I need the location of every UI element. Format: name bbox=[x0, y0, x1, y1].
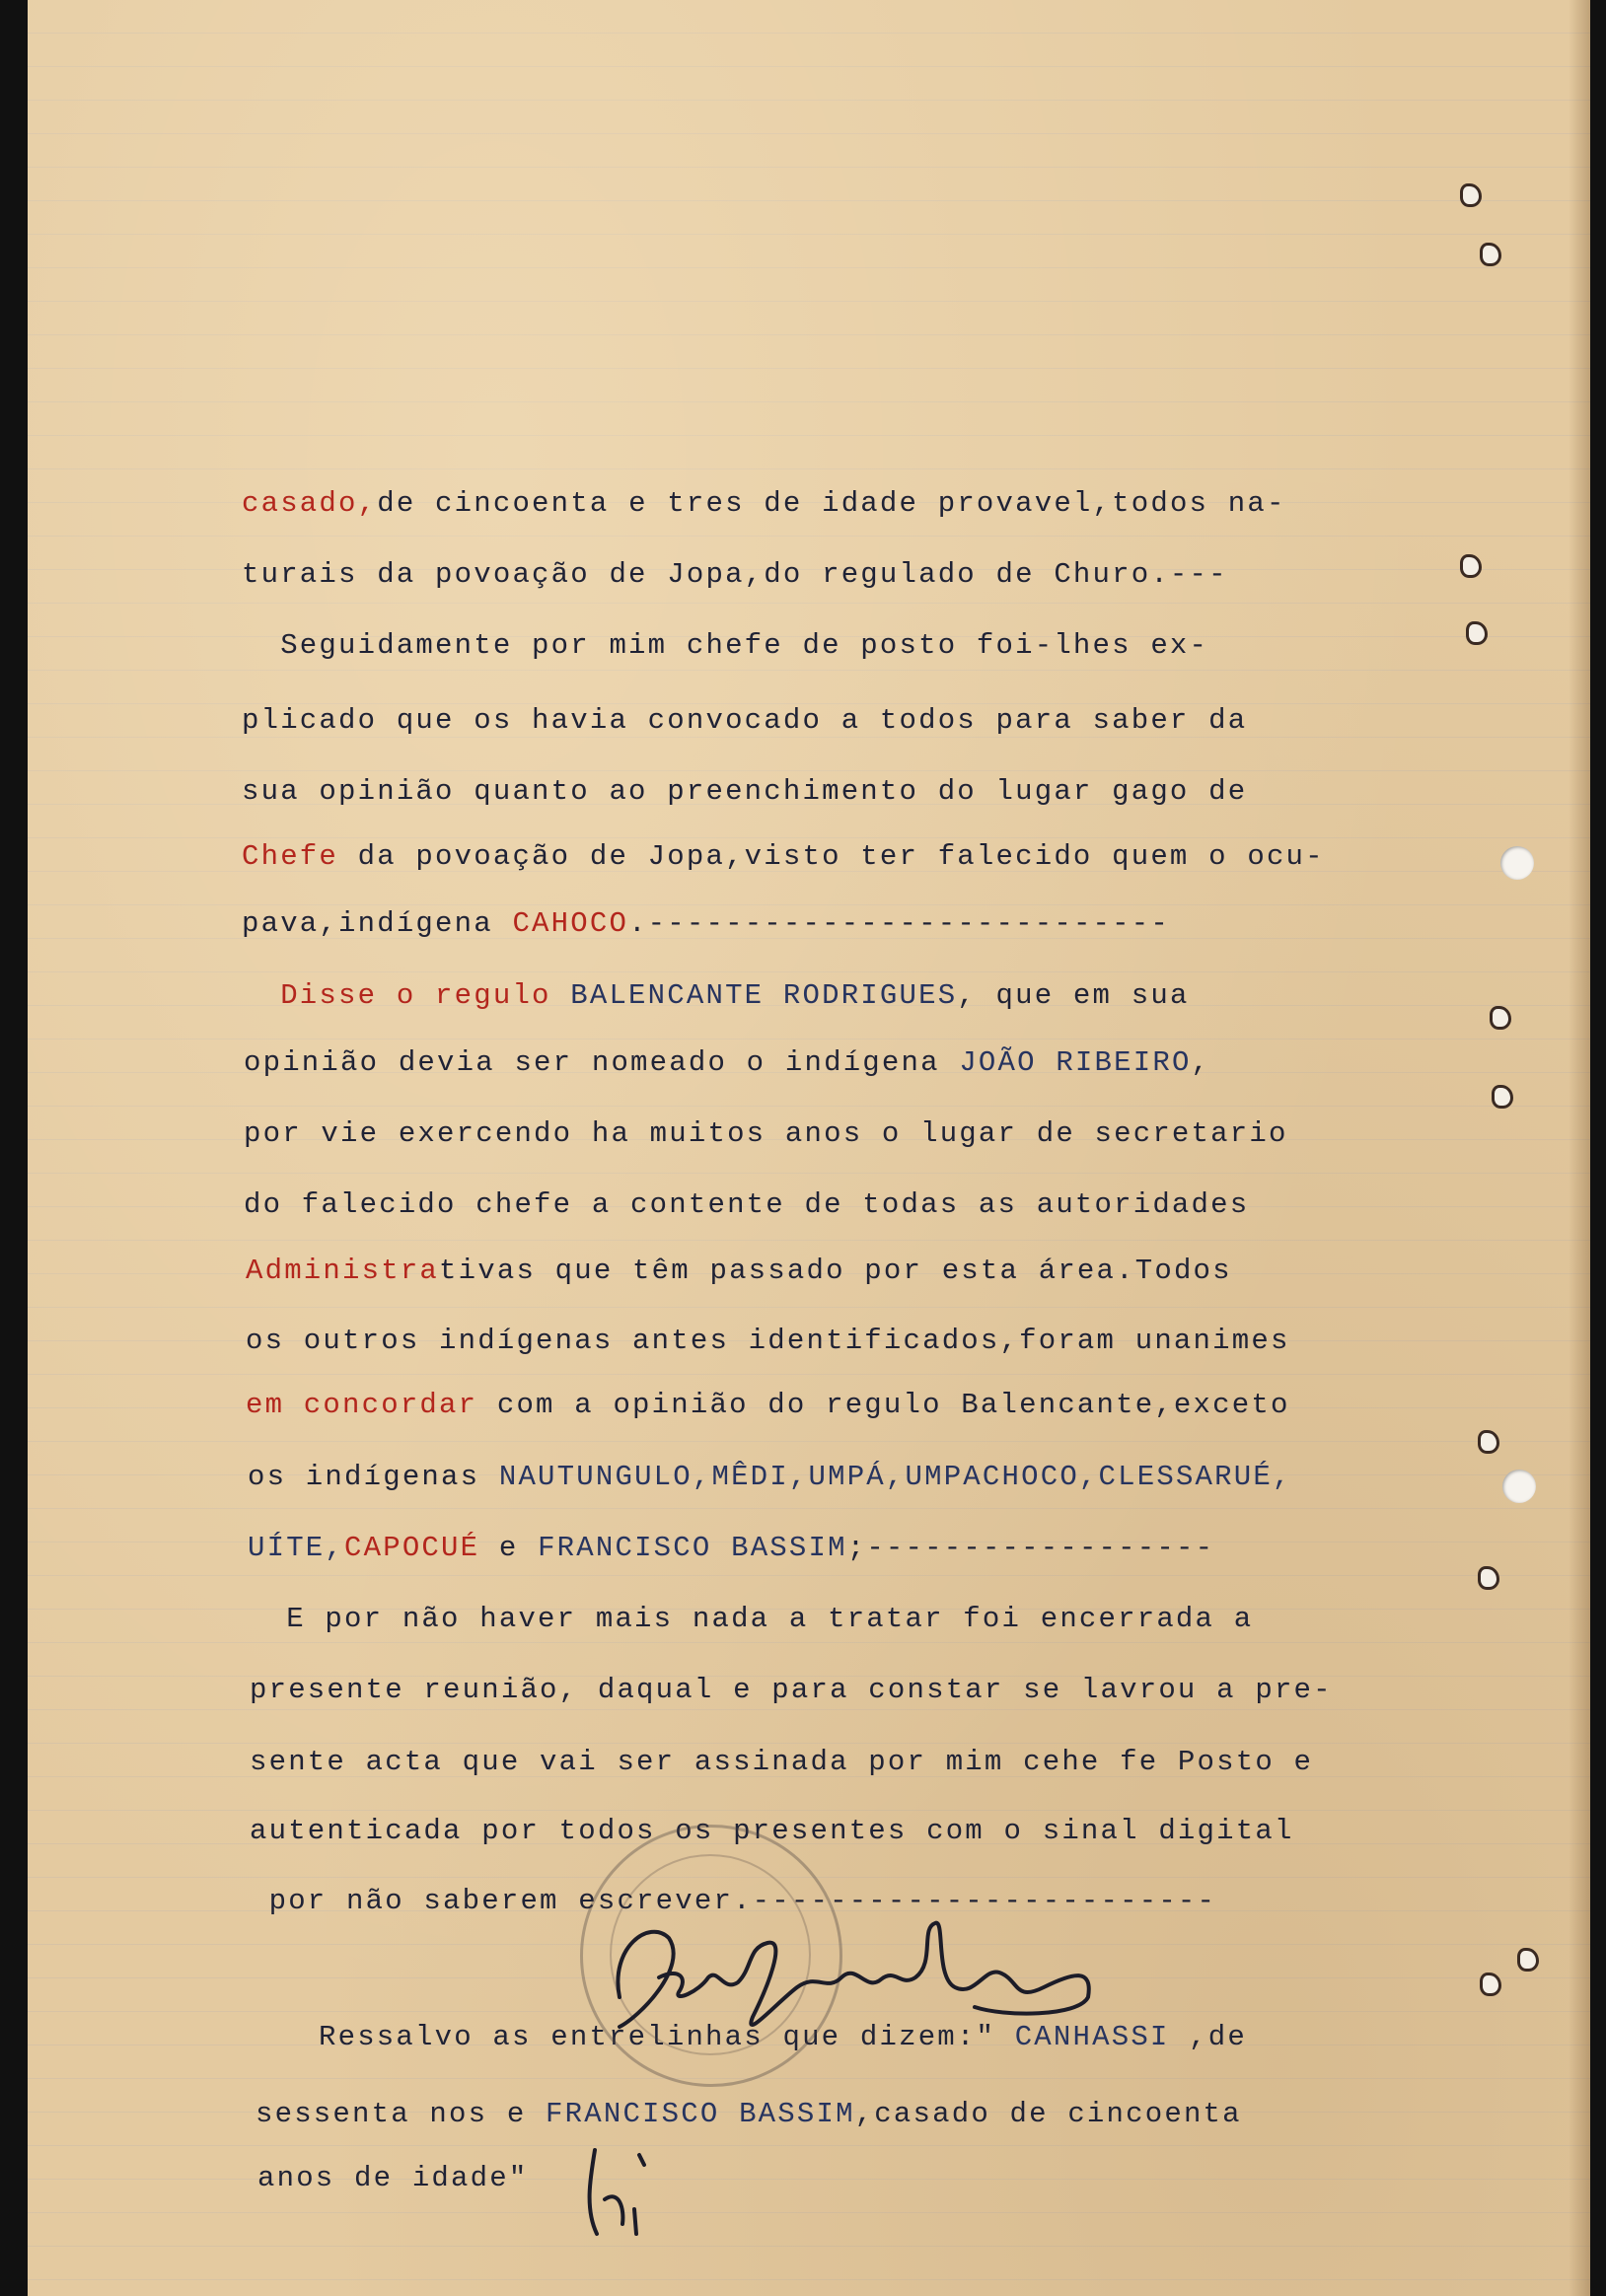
handwritten-signature bbox=[580, 1908, 1093, 2046]
text-segment: sua opinião quanto ao preenchimento do lugar gago de bbox=[242, 775, 1248, 808]
text-segment: tivas que têm passado por esta área.Todos bbox=[439, 1255, 1232, 1287]
text-segment: os outros indígenas antes identificados,foram unanimes bbox=[246, 1325, 1290, 1357]
paper-damage-speck bbox=[1490, 1006, 1511, 1030]
text-segment: do falecido chefe a contente de todas as autoridades bbox=[244, 1188, 1250, 1221]
text-line bbox=[248, 1461, 1292, 1493]
text-line bbox=[242, 487, 1286, 520]
text-segment: JOÃO RIBEIRO bbox=[959, 1046, 1192, 1079]
paper-damage-speck bbox=[1517, 1948, 1539, 1972]
text-line bbox=[246, 1255, 1232, 1287]
text-segment: e bbox=[479, 1532, 539, 1564]
text-segment: autenticada por todos os presentes com o sinal digital bbox=[250, 1815, 1294, 1847]
text-segment: NAUTUNGULO,MÊDI,UMPÁ,UMPACHOCO,CLESSARUÉ, bbox=[498, 1461, 1292, 1493]
text-segment: por vie exercendo ha muitos anos o lugar de secretario bbox=[244, 1117, 1288, 1150]
text-segment: opinião devia ser nomeado o indígena bbox=[244, 1046, 960, 1079]
text-segment: em concordar bbox=[246, 1389, 478, 1421]
text-line bbox=[248, 1532, 1214, 1564]
text-line bbox=[257, 2162, 528, 2194]
paper-damage-speck bbox=[1492, 1085, 1513, 1109]
text-segment: FRANCISCO BASSIM bbox=[538, 1532, 847, 1564]
text-segment: CAHOCO bbox=[512, 907, 629, 940]
text-line bbox=[246, 1389, 1290, 1421]
paper-damage-speck bbox=[1466, 621, 1488, 645]
text-segment: ,casado de cincoenta bbox=[854, 2098, 1242, 2130]
text-segment: , que em sua bbox=[957, 979, 1190, 1012]
text-line bbox=[242, 629, 1208, 662]
text-segment: casado, bbox=[242, 487, 378, 520]
punch-hole bbox=[1502, 1470, 1536, 1503]
paper-damage-speck bbox=[1460, 554, 1482, 578]
text-line bbox=[256, 2098, 1242, 2130]
text-line bbox=[242, 907, 1170, 940]
text-segment: Administra bbox=[246, 1255, 440, 1287]
text-segment: E por não haver mais nada a tratar foi encerrada a bbox=[248, 1603, 1254, 1635]
text-segment: sente acta que vai ser assinada por mim cehe fe Posto e bbox=[250, 1746, 1314, 1778]
text-segment: ;------------------ bbox=[846, 1532, 1215, 1564]
paper-damage-speck bbox=[1478, 1430, 1499, 1454]
text-line bbox=[244, 1046, 1210, 1079]
text-segment: FRANCISCO BASSIM bbox=[546, 2098, 855, 2130]
text-line bbox=[248, 1603, 1253, 1635]
text-segment: com a opinião do regulo Balencante,exceto bbox=[477, 1389, 1290, 1421]
text-segment: por não saberem escrever.------------------------ bbox=[250, 1885, 1217, 1917]
text-segment: Ressalvo as entrelinhas que dizem:" bbox=[319, 2021, 1015, 2053]
text-line bbox=[250, 1746, 1313, 1778]
text-line bbox=[242, 704, 1247, 737]
text-segment: sessenta nos e bbox=[256, 2098, 547, 2130]
text-line bbox=[244, 1188, 1249, 1221]
paper-damage-speck bbox=[1480, 1973, 1501, 1996]
text-segment: Seguidamente por mim chefe de posto foi-lhes ex- bbox=[242, 629, 1209, 662]
document-page bbox=[28, 0, 1590, 2296]
paper-edge-shadow bbox=[1569, 0, 1590, 2296]
text-line bbox=[242, 840, 1325, 873]
text-line bbox=[250, 1674, 1333, 1706]
paper-damage-speck bbox=[1460, 183, 1482, 207]
text-segment: , bbox=[1191, 1046, 1211, 1079]
text-segment: ,de bbox=[1169, 2021, 1247, 2053]
text-segment: de cincoenta e tres de idade provavel,todos na- bbox=[377, 487, 1286, 520]
punch-hole bbox=[1500, 846, 1534, 880]
text-segment: os indígenas bbox=[248, 1461, 499, 1493]
text-segment: CANHASSI bbox=[1014, 2021, 1170, 2053]
text-segment: .--------------------------- bbox=[628, 907, 1170, 940]
text-line bbox=[242, 558, 1228, 591]
paper-damage-speck bbox=[1480, 243, 1501, 266]
text-segment: UÍTE, bbox=[248, 1532, 345, 1564]
text-segment: Chefe bbox=[242, 840, 339, 873]
text-segment: plicado que os havia convocado a todos para saber da bbox=[242, 704, 1248, 737]
text-line bbox=[244, 1117, 1288, 1150]
text-line bbox=[242, 775, 1247, 808]
text-line bbox=[246, 1325, 1290, 1357]
text-segment: CAPOCUÉ bbox=[344, 1532, 480, 1564]
text-segment: anos de idade" bbox=[257, 2162, 529, 2194]
text-segment: turais da povoação de Jopa,do regulado de Churo.--- bbox=[242, 558, 1228, 591]
text-segment: BALENCANTE RODRIGUES bbox=[570, 979, 958, 1012]
text-segment: Disse o regulo bbox=[242, 979, 571, 1012]
handwritten-initials bbox=[575, 2140, 664, 2249]
text-segment: presente reunião, daqual e para constar se lavrou a pre- bbox=[250, 1674, 1333, 1706]
text-segment: pava,indígena bbox=[242, 907, 513, 940]
paper-damage-speck bbox=[1478, 1566, 1499, 1590]
text-line bbox=[242, 979, 1190, 1012]
text-segment: da povoação de Jopa,visto ter falecido quem o ocu- bbox=[338, 840, 1325, 873]
